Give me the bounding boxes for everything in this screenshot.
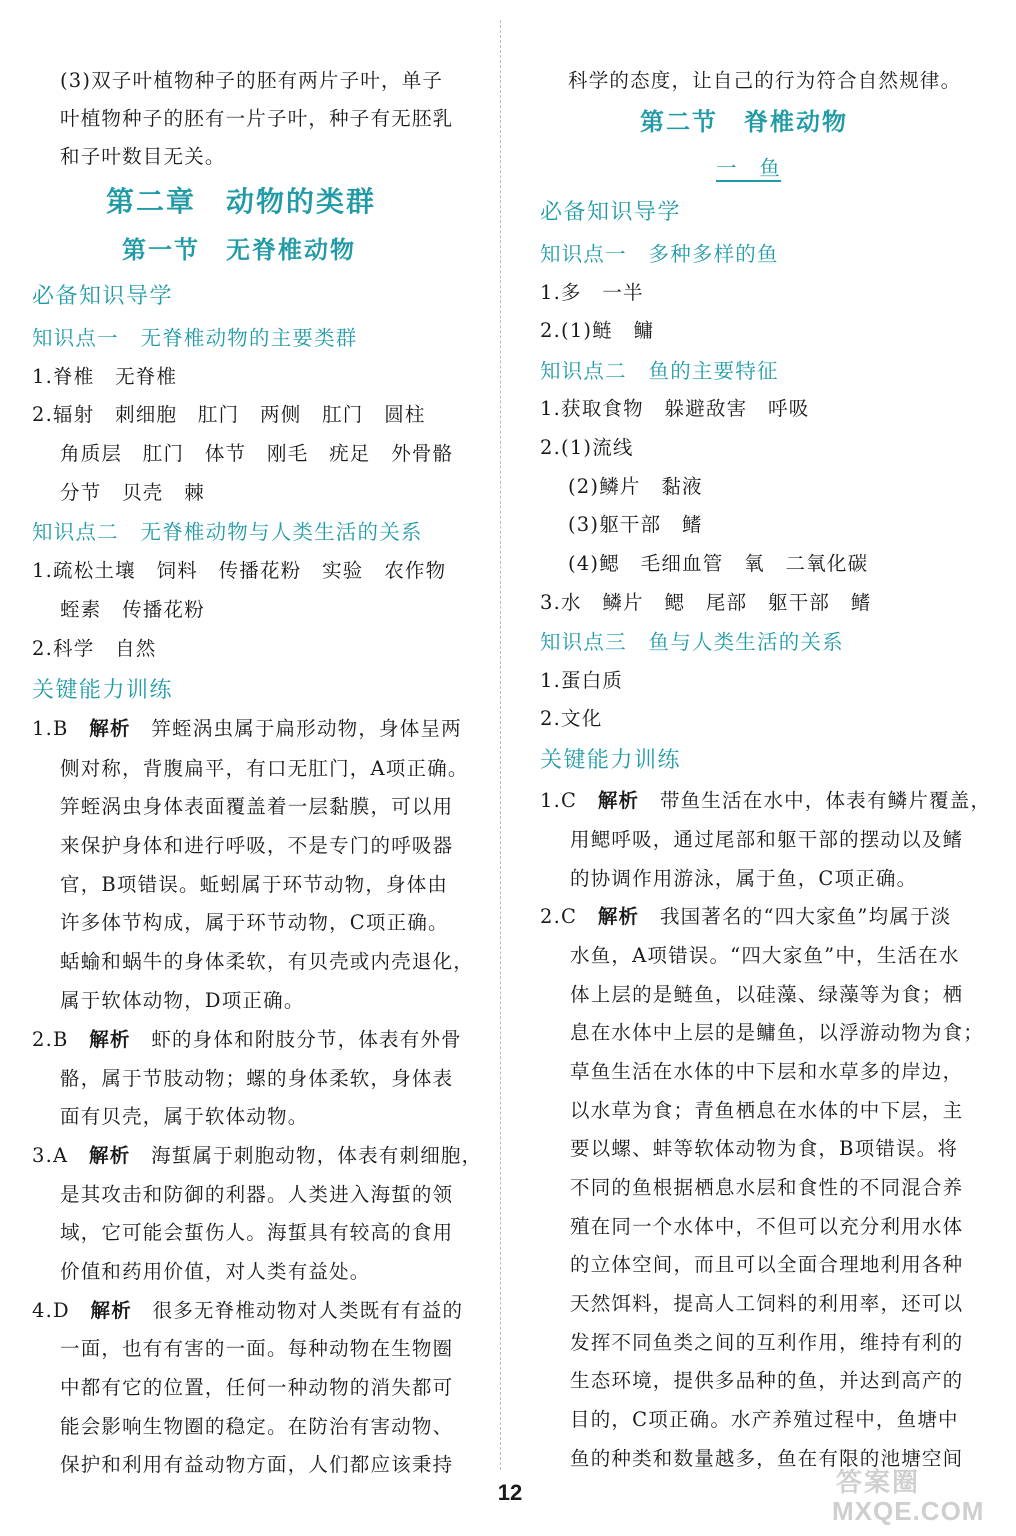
continued-line: 科学的态度，让自己的行为符合自然规律。: [568, 69, 962, 92]
analysis-line: 中都有它的位置，任何一种动物的消失都可: [60, 1376, 454, 1399]
analysis-line: 以水草为食；青鱼栖息在水体的中下层，主: [570, 1099, 964, 1122]
analysis-line: 天然饵料，提高人工饲料的利用率，还可以: [570, 1292, 964, 1315]
analysis-line: 属于软体动物，D项正确。: [60, 989, 305, 1012]
analysis-line: 的立体空间，而且可以全面合理地利用各种: [570, 1253, 964, 1276]
answer-line: 1.脊椎 无脊椎: [32, 365, 178, 388]
page-number: 12: [497, 1480, 523, 1505]
question-line: [32, 716, 462, 742]
answer-line: 2.辐射 刺细胞 肛门 两侧 肛门 圆柱: [32, 403, 426, 426]
watermark-url: MXQE.COM: [832, 1496, 985, 1526]
answer-line: 2.(1)流线: [540, 436, 634, 459]
analysis-line: 水鱼，A项错误。“四大家鱼”中，生活在水: [570, 944, 960, 967]
training-heading: 关键能力训练: [540, 748, 682, 773]
analysis-line: 用鳃呼吸，通过尾部和躯干部的摆动以及鳍: [570, 828, 964, 851]
watermark-logo: [832, 1462, 985, 1528]
analysis-line: 发挥不同鱼类之间的互利作用，维持有利的: [570, 1331, 964, 1354]
answer-line: 1.获取食物 躲避敌害 呼吸: [540, 397, 810, 420]
question-line: [32, 1027, 462, 1053]
intro-line: (3)双子叶植物种子的胚有两片子叶，单子: [60, 69, 444, 92]
analysis-text: 虾的身体和附肢分节，体表有外骨: [151, 1028, 462, 1051]
analysis-label: 解析: [89, 1144, 131, 1167]
analysis-line: 许多体节构成，属于环节动物，C项正确。: [60, 911, 449, 934]
analysis-line: 侧对称，背腹扁平，有口无肛门，A项正确。: [60, 757, 469, 780]
analysis-line: 草鱼生活在水体的中下层和水草多的岸边，: [570, 1060, 964, 1083]
analysis-line: 目的，C项正确。水产养殖过程中，鱼塘中: [570, 1408, 959, 1431]
analysis-line: 体上层的是鲢鱼，以硅藻、绿藻等为食；栖: [570, 983, 964, 1006]
analysis-line: 要以螺、蚌等软体动物为食，B项错误。将: [570, 1137, 959, 1160]
analysis-text: 海蜇属于刺胞动物，体表有刺细胞，: [151, 1144, 483, 1167]
training-heading: 关键能力训练: [32, 678, 174, 703]
intro-line: 和子叶数目无关。: [60, 145, 226, 168]
analysis-line: 来保护身体和进行呼吸，不是专门的呼吸器: [60, 834, 454, 857]
column-divider: [500, 20, 501, 1470]
knowledge-point-heading: 知识点一 无脊椎动物的主要类群: [32, 326, 358, 350]
analysis-line: 保护和利用有益动物方面，人们都应该秉持: [60, 1453, 454, 1476]
analysis-line: 生态环境，提供多品种的鱼，并达到高产的: [570, 1369, 964, 1392]
answer-line: 分节 贝壳 棘: [60, 481, 205, 504]
knowledge-point-heading: 知识点二 鱼的主要特征: [540, 359, 779, 383]
analysis-label: 解析: [597, 789, 640, 812]
section-title: 第一节 无脊椎动物: [122, 235, 356, 264]
answer-line: 1.多 一半: [540, 281, 644, 304]
analysis-text: 我国著名的“四大家鱼”均属于淡: [659, 905, 952, 928]
question-answer: 2.C: [540, 905, 578, 928]
analysis-line: 是其攻击和防御的利器。人类进入海蜇的领: [60, 1183, 454, 1206]
analysis-label: 解析: [89, 1028, 131, 1051]
analysis-line: 的协调作用游泳，属于鱼，C项正确。: [570, 867, 918, 890]
answer-line: 1.疏松土壤 饲料 传播花粉 实验 农作物: [32, 559, 447, 582]
answer-line: 3.水 鳞片 鳃 尾部 躯干部 鳍: [540, 591, 872, 614]
analysis-line: 不同的鱼根据栖息水层和食性的不同混合养: [570, 1176, 964, 1199]
question-line: [32, 1143, 482, 1169]
watermark-line: 答案圈: [836, 1467, 921, 1497]
knowledge-point-heading: 知识点三 鱼与人类生活的关系: [540, 630, 844, 654]
section-title: 第二节 脊椎动物: [640, 107, 848, 136]
analysis-label: 解析: [90, 1299, 132, 1322]
subsection-title: 一 鱼: [716, 156, 782, 180]
question-answer: 4.D: [32, 1299, 70, 1322]
knowledge-point-heading: 知识点一 多种多样的鱼: [540, 242, 779, 266]
analysis-line: 鱼的种类和数量越多，鱼在有限的池塘空间: [570, 1447, 964, 1470]
analysis-text: 带鱼生活在水中，体表有鳞片覆盖，: [659, 789, 992, 812]
analysis-line: 域，它可能会蜇伤人。海蜇具有较高的食用: [60, 1221, 454, 1244]
answer-line: 1.蛋白质: [540, 669, 624, 692]
analysis-label: 解析: [597, 905, 640, 928]
knowledge-point-heading: 知识点二 无脊椎动物与人类生活的关系: [32, 520, 423, 544]
question-line: [540, 904, 951, 930]
analysis-line: 骼，属于节肢动物；螺的身体柔软，身体表: [60, 1067, 454, 1090]
analysis-line: 蛞蝓和蜗牛的身体柔软，有贝壳或内壳退化，: [60, 950, 475, 973]
analysis-line: 价值和药用价值，对人类有益处。: [60, 1260, 371, 1283]
analysis-text: 笄蛭涡虫属于扁形动物，身体呈两: [151, 717, 462, 740]
guide-heading: 必备知识导学: [32, 284, 174, 309]
analysis-line: 一面，也有有害的一面。每种动物在生物圈: [60, 1337, 454, 1360]
analysis-label: 解析: [89, 717, 131, 740]
question-line: [32, 1298, 463, 1324]
answer-line: (3)躯干部 鳍: [568, 513, 703, 536]
intro-line: 叶植物种子的胚有一片子叶，种子有无胚乳: [60, 107, 454, 130]
question-answer: 1.C: [540, 789, 578, 812]
chapter-title: 第二章 动物的类群: [106, 185, 377, 218]
answer-line: (4)鳃 毛细血管 氧 二氧化碳: [568, 552, 869, 575]
question-answer: 3.A: [32, 1144, 69, 1167]
answer-line: 蛭素 传播花粉: [60, 598, 205, 621]
answer-line: 角质层 肛门 体节 刚毛 疣足 外骨骼: [60, 442, 454, 465]
answer-line: 2.文化: [540, 707, 603, 730]
guide-heading: 必备知识导学: [540, 200, 682, 225]
question-line: [540, 788, 991, 814]
analysis-line: 笄蛭涡虫身体表面覆盖着一层黏膜，可以用: [60, 795, 454, 818]
question-answer: 1.B: [32, 717, 69, 740]
question-answer: 2.B: [32, 1028, 69, 1051]
answer-line: 2.科学 自然: [32, 637, 157, 660]
analysis-line: 官，B项错误。蚯蚓属于环节动物，身体由: [60, 873, 449, 896]
answer-line: (2)鳞片 黏液: [568, 475, 703, 498]
analysis-line: 息在水体中上层的是鳙鱼，以浮游动物为食；: [570, 1021, 985, 1044]
answer-line: 2.(1)鲢 鳙: [540, 319, 655, 342]
analysis-text: 很多无脊椎动物对人类既有有益的: [152, 1299, 464, 1322]
analysis-line: 殖在同一个水体中，不但可以充分利用水体: [570, 1215, 964, 1238]
analysis-line: 能会影响生物圈的稳定。在防治有害动物、: [60, 1415, 454, 1438]
analysis-line: 面有贝壳，属于软体动物。: [60, 1105, 309, 1128]
